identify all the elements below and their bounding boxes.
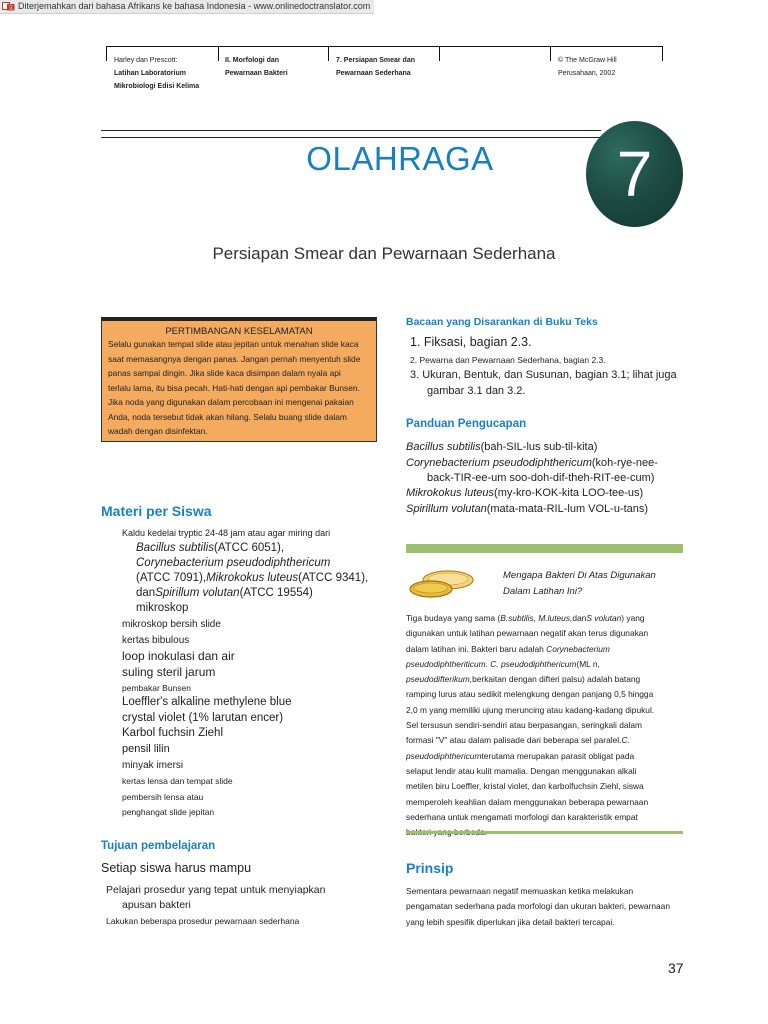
objectives-heading: Tujuan pembelajaran <box>101 840 216 852</box>
translator-banner[interactable] <box>0 0 374 14</box>
reading-item: 2. Pewarna dan Pewarnaan Sederhana, bagian 2.3. <box>410 355 606 365</box>
materials-item <box>136 542 284 554</box>
principle-line: Sementara pewarnaan negatif memuaskan ketika melakukan <box>406 886 634 896</box>
header-divider <box>662 47 663 61</box>
species-name: Corynebacterium pseudodiphthericum <box>406 457 592 469</box>
header-book-title: Latihan Laboratorium <box>114 70 186 77</box>
safety-line: wadah dengan disinfektan. <box>108 426 208 436</box>
header-divider <box>218 47 219 61</box>
atcc-number: (ATCC 19554) <box>239 587 313 599</box>
section-divider-bar <box>406 544 683 553</box>
why-body-text: terutama merupakan parasit obligat pada <box>481 750 635 761</box>
why-title: Mengapa Bakteri Di Atas Digunakan <box>503 570 656 581</box>
species-name: Bacillus subtilis <box>136 542 214 554</box>
header-divider <box>328 47 329 61</box>
principle-body <box>406 884 688 930</box>
why-body-text: memperoleh keahlian dalam menggunakan beberapa pewarnaan <box>406 796 649 807</box>
header-divider <box>439 47 440 61</box>
why-body-text: selaput lendir atau kulit mamalia. Dengan menggunakan alkali <box>406 765 637 776</box>
why-body-line <box>406 703 688 718</box>
reading-item: 1. Fiksasi, bagian 2.3. <box>410 335 532 349</box>
species-name: Mikrokokus luteus <box>206 572 299 584</box>
why-body-line <box>406 764 688 779</box>
why-body-line <box>406 611 688 626</box>
pronunciation-item <box>406 503 648 515</box>
materials-item: pembersih lensa atau <box>122 792 204 802</box>
species-name: Corynebacterium pseudodiphthericum <box>136 557 331 569</box>
pronunciation-item <box>406 441 597 453</box>
header-chapter: 7. Persiapan Smear dan <box>336 57 415 64</box>
materials-item: Karbol fuchsin Ziehl <box>122 727 223 739</box>
why-body-text: digunakan untuk latihan pewarnaan negatif akan terus digunakan <box>406 628 649 639</box>
safety-line: Jika noda yang digunakan dalam percobaan ini mengenai pakaian <box>108 397 354 407</box>
header-chapter-cont: Pewarnaan Sederhana <box>336 70 411 77</box>
section-divider-line <box>406 831 683 834</box>
running-header <box>106 46 663 97</box>
materials-item: penghangat slide jepitan <box>122 807 215 817</box>
principle-line: pengamatan sederhana pada morfologi dan ukuran bakteri, pewarnaan <box>406 901 670 912</box>
atcc-number: (ATCC 6051), <box>213 542 285 554</box>
svg-text:文: 文 <box>7 5 14 11</box>
objectives-intro: Setiap siswa harus mampu <box>101 861 252 875</box>
why-body-text: pseudodifterikum, <box>406 674 473 685</box>
pronunciation-cont: back-TIR-ee-um soo-doh-dif-theh-RIT-ee-cum) <box>427 472 655 484</box>
pronunciation: (koh-rye-nee- <box>591 457 658 469</box>
materials-item <box>136 587 313 599</box>
why-body-text: dan <box>572 613 587 623</box>
materials-item: loop inokulasi dan air <box>122 649 235 663</box>
header-part: II. Morfologi dan <box>225 57 280 64</box>
materials-item: suling steril jarum <box>122 665 216 679</box>
why-body-line <box>406 733 688 748</box>
pronunciation-heading: Panduan Pengucapan <box>406 418 527 430</box>
why-body-text: pseudodiphthericum <box>406 750 482 761</box>
why-title-cont: Dalam Latihan Ini? <box>503 586 583 597</box>
why-body-text: ) yang <box>621 613 645 623</box>
objective-item: Pelajari prosedur yang tepat untuk menyiapkan <box>106 884 326 896</box>
materials-item: Kaldu kedelai tryptic 24-48 jam atau agar miring dari <box>122 528 331 538</box>
why-body-line <box>406 657 688 672</box>
species-name: Spirillum volutan <box>155 587 240 599</box>
safety-title: PERTIMBANGAN KESELAMATAN <box>165 326 313 337</box>
why-body-line <box>406 749 688 764</box>
safety-line: panas sampai dingin. Jika slide kaca disimpan dalam nyala api <box>108 368 341 378</box>
header-copyright: © The McGraw Hill <box>558 57 617 64</box>
why-body-text: (ML n, <box>576 658 600 669</box>
species-name: Bacillus subtilis <box>406 441 481 453</box>
materials-item: pensil lilin <box>122 743 170 755</box>
translator-banner-text[interactable]: Diterjemahkan dari bahasa Afrikans ke bahasa Indonesia - www.onlinedoctranslator.com <box>18 1 371 11</box>
materials-item: minyak imersi <box>122 760 184 771</box>
materials-item: kertas bibulous <box>122 635 190 646</box>
why-body-text: Corynebacterium <box>546 643 610 654</box>
safety-line: Selalu gunakan tempat slide atau jepitan untuk menahan slide kaca <box>108 339 359 349</box>
why-body-text: sederhana untuk mengamati morfologi dan karakteristik empat <box>406 811 638 822</box>
pronunciation-item <box>406 487 643 499</box>
materials-item: pembakar Bunsen <box>122 683 191 693</box>
why-body-line <box>406 718 688 733</box>
atcc-number: (ATCC 7091), <box>136 572 207 584</box>
safety-line: Anda, noda tersebut tidak akan hilang. Selalu buang slide dalam <box>108 411 347 422</box>
species-name: Mikrokokus luteus <box>406 487 495 499</box>
why-body-text: berkaitan dengan difteri palsu) adalah batang <box>472 674 641 685</box>
page-number: 37 <box>668 960 684 976</box>
readings-heading: Bacaan yang Disarankan di Buku Teks <box>406 316 598 328</box>
why-body-text: ramping lurus atau sedikit melengkung dengan panjang 0,5 hingga <box>406 689 654 700</box>
header-publisher: Perusahaan, 2002 <box>558 70 616 77</box>
why-body-line <box>406 642 688 657</box>
title-rule-bottom <box>101 137 601 138</box>
why-body-text: pseudodiphtheriticum. C. pseudodiphthericum <box>406 658 577 669</box>
safety-line: saat memasangnya dengan panas. Jangan pernah menyentuh slide <box>108 353 361 364</box>
why-body-text: B.subtilis, M.luteus, <box>500 613 573 623</box>
objective-item: Lakukan beberapa prosedur pewarnaan sederhana <box>106 916 300 926</box>
why-body <box>406 611 688 840</box>
pronunciation-item <box>406 457 658 469</box>
why-body-line <box>406 795 688 810</box>
why-body-line <box>406 626 688 641</box>
why-body-line <box>406 672 688 687</box>
why-body-text: Tiga budaya yang sama ( <box>406 613 501 623</box>
why-body-text: S volutan <box>586 613 622 623</box>
reading-item-cont: gambar 3.1 dan 3.2. <box>427 385 526 397</box>
pronunciation: (bah-SIL-lus sub-til-kita) <box>480 441 598 453</box>
materials-item: Loeffler's alkaline methylene blue <box>122 696 292 708</box>
materials-item: mikroskop bersih slide <box>122 619 221 630</box>
objective-item-cont: apusan bakteri <box>122 899 191 911</box>
why-body-text: 2,0 m yang memiliki ujung meruncing atau kadang-kadang dipukul. <box>406 704 655 715</box>
why-body-text: formasi "V" atau dalam palisade dari beberapa sel paralel. <box>406 735 622 746</box>
why-body-line <box>406 687 688 702</box>
header-divider <box>550 47 551 61</box>
header-authors: Harley dan Prescott: <box>114 57 178 64</box>
conjunction: dan <box>136 587 156 599</box>
header-part-cont: Pewarnaan Bakteri <box>225 70 288 77</box>
translate-icon <box>2 2 15 11</box>
safety-box <box>101 317 377 442</box>
pronunciation: (my-kro-KOK-kita LOO-tee-us) <box>494 487 644 499</box>
header-divider <box>106 47 107 61</box>
why-body-text: C. <box>621 735 630 746</box>
why-body-line <box>406 810 688 825</box>
materials-item <box>136 557 330 569</box>
materials-item: crystal violet (1% larutan encer) <box>122 712 284 724</box>
principle-heading: Prinsip <box>406 860 454 876</box>
exercise-subtitle: Persiapan Smear dan Pewarnaan Sederhana <box>212 244 556 263</box>
species-name: Spirillum volutan <box>406 503 487 515</box>
materials-item: kertas lensa dan tempat slide <box>122 776 233 786</box>
chapter-number: 7 <box>616 138 653 210</box>
exercise-title: OLAHRAGA <box>306 140 494 177</box>
pronunciation: (mata-mata-RIL-lum VOL-u-tans) <box>486 503 649 515</box>
atcc-number: (ATCC 9341), <box>298 572 369 584</box>
why-body-line <box>406 779 688 794</box>
principle-line: yang lebih spesifik diperlukan jika detail bakteri tercapai. <box>406 916 615 927</box>
petri-dish-icon <box>406 565 478 601</box>
header-edition: Mikrobiologi Edisi Kelima <box>114 83 200 90</box>
why-body-text: dalam latihan ini. Bakteri baru adalah <box>406 643 547 654</box>
title-rule-top <box>101 130 601 131</box>
materials-item: mikroskop <box>136 602 189 614</box>
reading-item: 3. Ukuran, Bentuk, dan Susunan, bagian 3.1; lihat juga <box>410 369 677 381</box>
safety-line: terlalu lama, itu bisa pecah. Hati-hati dengan api pembakar Bunsen. <box>108 382 360 393</box>
materials-heading: Materi per Siswa <box>101 503 212 519</box>
why-body-text: metilen biru Loeffler, kristal violet, dan karbolfuchsin Ziehl, siswa <box>406 781 644 792</box>
why-body-text: Sel tersusun sendiri-sendiri atau berpasangan, seringkali dalam <box>406 720 643 731</box>
safety-text <box>102 337 376 439</box>
materials-item <box>136 572 368 584</box>
